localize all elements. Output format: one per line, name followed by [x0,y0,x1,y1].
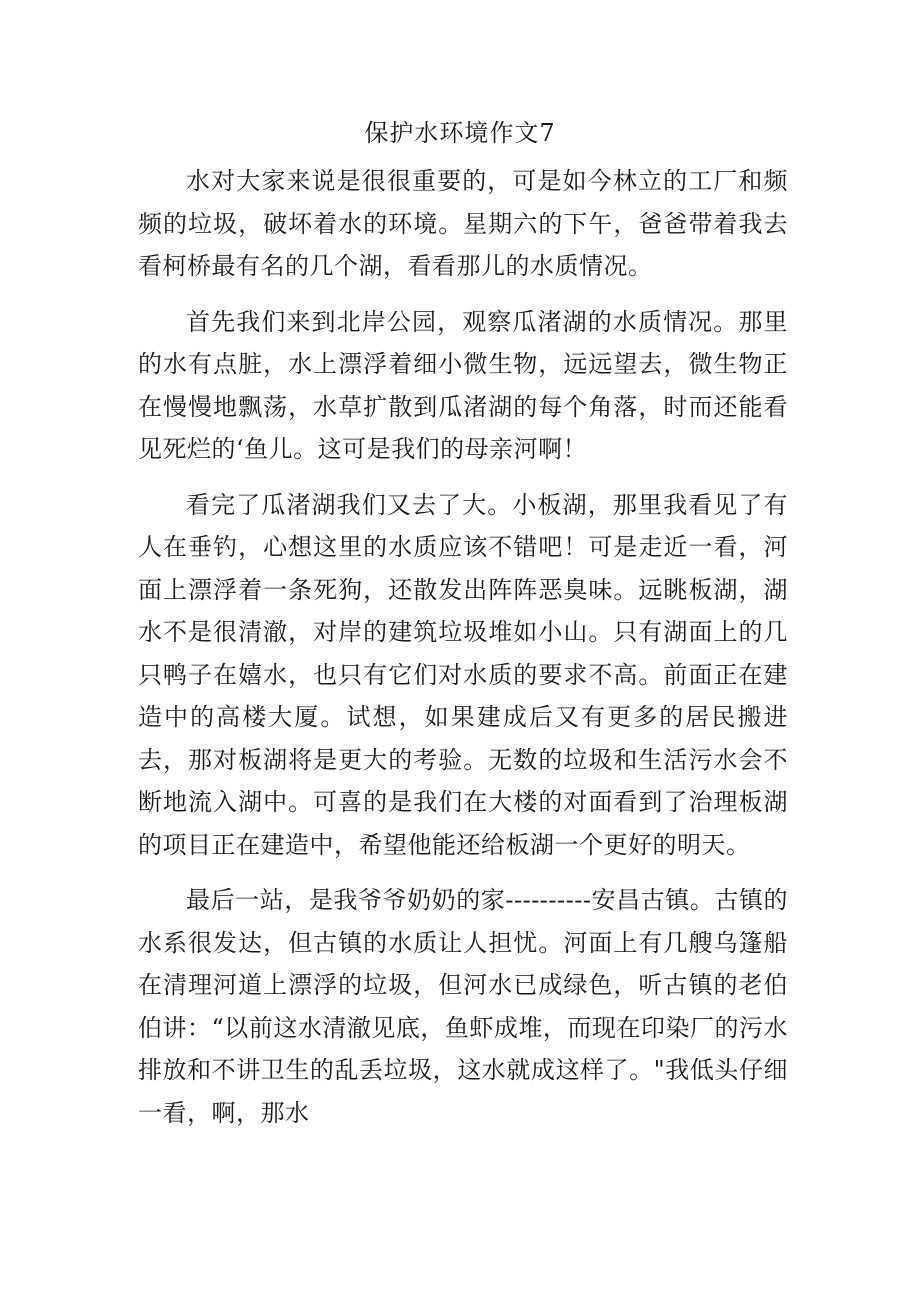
essay-body [138,160,788,1147]
paragraph-3: 看完了瓜渚湖我们又去了大。小板湖，那里我看见了有人在垂钓，心想这里的水质应该不错吧！可是走近一看，河面上漂浮着一条死狗，还散发出阵阵恶臭味。远眺板湖，湖水不是很清澈，对岸的建筑垃圾堆如小山。只有湖面上的几只鸭子在嬉水，也只有它们对水质的要求不高。前面正在建造中的高楼大厦。试想，如果建成后又有更多的居民搬进去，那对板湖将是更大的考验。无数的垃圾和生活污水会不断地流入湖中。可喜的是我们在大楼的对面看到了治理板湖的项目正在建造中，希望他能还给板湖一个更好的明天。 [138,490,788,859]
paragraph-4: 最后一站，是我爷爷奶奶的家----------安昌古镇。古镇的水系很发达，但古镇的水质让人担忧。河面上有几艘乌篷船在清理河道上漂浮的垃圾，但河水已成绿色，听古镇的老伯伯讲：“以前这水清澈见底，鱼虾成堆，而现在印染厂的污水排放和不讲卫生的乱丢垃圾，这水就成这样了。"我低头仔细一看，啊，那水 [138,886,788,1127]
paragraph-1: 水对大家来说是很很重要的，可是如今林立的工厂和频频的垃圾，破坏着水的环境。星期六的下午，爸爸带着我去看柯桥最有名的几个湖，看看那儿的水质情况。 [138,167,788,280]
paragraph-2: 首先我们来到北岸公园，观察瓜渚湖的水质情况。那里的水有点脏，水上漂浮着细小微生物，远远望去，微生物正在慢慢地飘荡，水草扩散到瓜渚湖的每个角落，时而还能看见死烂的‘鱼儿。这可是我们的母亲河啊！ [138,307,788,463]
essay-title: 保护水环境作文7 [364,119,556,147]
